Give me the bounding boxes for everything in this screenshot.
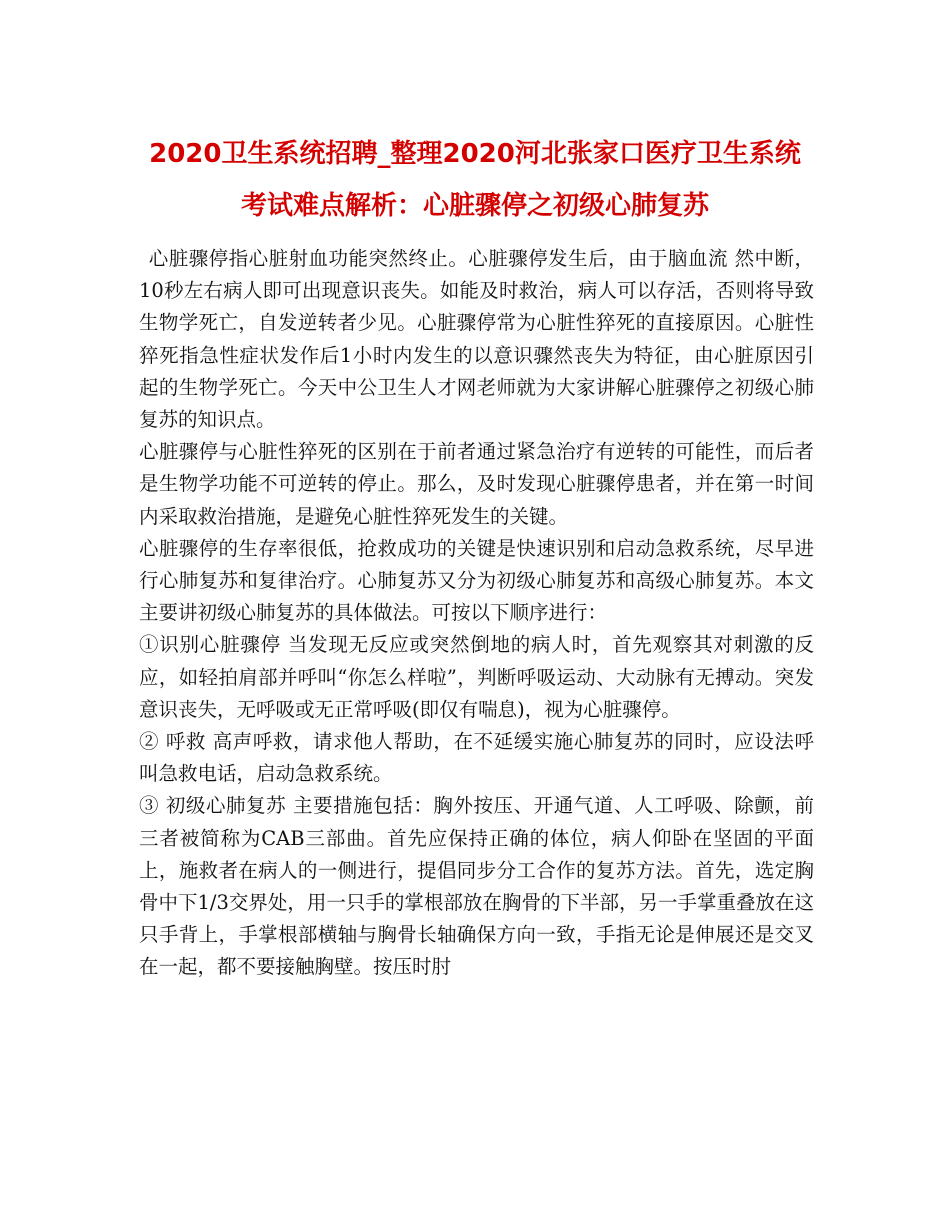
title-line-1: 2020卫生系统招聘_整理2020河北张家口医疗卫生系统 bbox=[149, 139, 801, 169]
paragraph-step-identify: ①识别心脏骤停 当发现无反应或突然倒地的病人时，首先观察其对刺激的反应，如轻拍肩部并呼叫“你怎么样啦”，判断呼吸运动、大动脉有无搏动。突发意识丧失，无呼吸或无正常呼吸(即仅有喘息)，视为心脏骤停。 bbox=[139, 633, 814, 721]
title-line-2: 考试难点解析：心脏骤停之初级心肺复苏 bbox=[240, 191, 709, 221]
paragraph-step-call: ② 呼救 高声呼救，请求他人帮助，在不延缓实施心肺复苏的同时，应设法呼叫急救电话，启动急救系统。 bbox=[139, 730, 814, 786]
paragraph-intro: 心脏骤停指心脏射血功能突然终止。心脏骤停发生后，由于脑血流 然中断，10秒左右病人即可出现意识丧失。如能及时救治，病人可以存活，否则将导致生物学死亡，自发逆转者少见。心脏骤停常为心脏性猝死的直接原因。心脏性猝死指急性症状发作后1小时内发生的以意识骤然丧失为特征，由心脏原因引起的生物学死亡。今天中公卫生人才网老师就为大家讲解心脏骤停之初级心肺复苏的知识点。 bbox=[139, 247, 814, 432]
document-body bbox=[139, 243, 814, 984]
paragraph-difference: 心脏骤停与心脏性猝死的区别在于前者通过紧急治疗有逆转的可能性，而后者是生物学功能不可逆转的停止。那么，及时发现心脏骤停患者，并在第一时间内采取救治措施，是避免心脏性猝死发生的关键。 bbox=[139, 440, 814, 528]
paragraph-step-cpr: ③ 初级心肺复苏 主要措施包括：胸外按压、开通气道、人工呼吸、除颤，前三者被简称为CAB三部曲。首先应保持正确的体位，病人仰卧在坚固的平面上，施救者在病人的一侧进行，提倡同步分工合作的复苏方法。首先，选定胸骨中下1/3交界处，用一只手的掌根部放在胸骨的下半部，另一手掌重叠放在这只手背上，手掌根部横轴与胸骨长轴确保方向一致，手指无论是伸展还是交叉在一起，都不要接触胸壁。按压时肘 bbox=[139, 794, 814, 979]
document-title bbox=[100, 128, 850, 232]
paragraph-survival: 心脏骤停的生存率很低，抢救成功的关键是快速识别和启动急救系统，尽早进行心肺复苏和复律治疗。心肺复苏又分为初级心肺复苏和高级心肺复苏。本文主要讲初级心肺复苏的具体做法。可按以下顺序进行： bbox=[139, 536, 814, 625]
